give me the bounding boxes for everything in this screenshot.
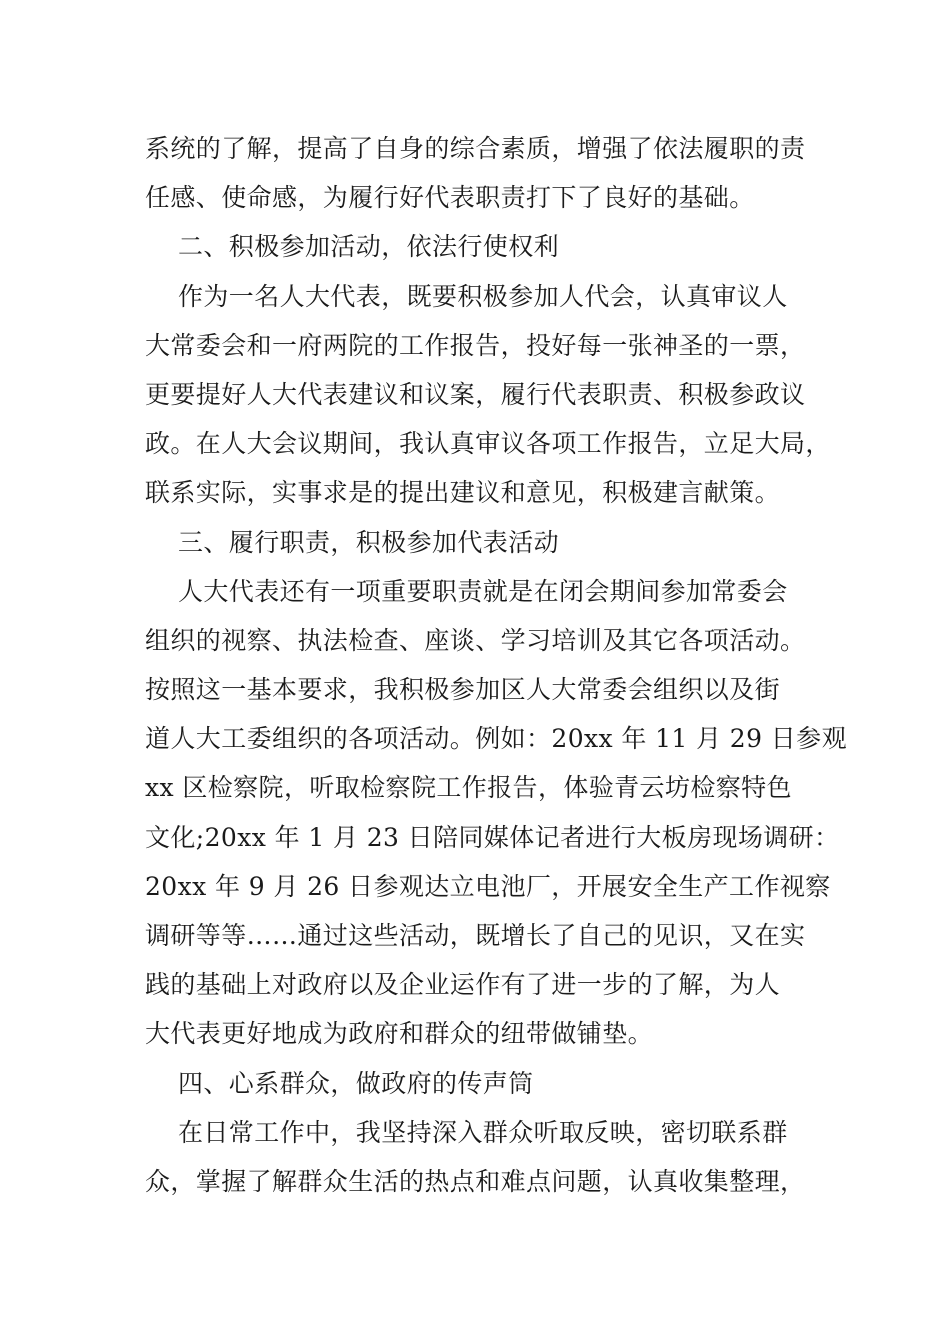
- text-line: 按照这一基本要求，我积极参加区人大常委会组织以及街: [145, 675, 781, 705]
- text-line: 政。在人大会议期间，我认真审议各项工作报告，立足大局，: [145, 429, 831, 459]
- text-line: 文化;20xx 年 1 月 23 日陪同媒体记者进行大板房现场调研：: [145, 822, 840, 852]
- text-line: 践的基础上对政府以及企业运作有了进一步的了解，为人: [145, 970, 781, 1000]
- text-line: xx 区检察院，听取检察院工作报告，体验青云坊检察特色: [145, 773, 792, 803]
- text-line: 更要提好人大代表建议和议案，履行代表职责、积极参政议: [145, 379, 806, 409]
- text-line: 系统的了解，提高了自身的综合素质，增强了依法履职的责: [145, 134, 806, 163]
- document-body: [145, 124, 847, 1206]
- text-line: 在日常工作中，我坚持深入群众听取反映，密切联系群: [178, 1117, 788, 1147]
- text-line: 调研等等……通过这些活动，既增长了自己的见识，又在实: [145, 921, 806, 950]
- text-line: 20xx 年 9 月 26 日参观达立电池厂，开展安全生产工作视察: [145, 871, 831, 901]
- section-heading: 四、心系群众，做政府的传声筒: [178, 1068, 534, 1098]
- section-heading: 二、积极参加活动，依法行使权利: [178, 232, 560, 262]
- text-line: 任感、使命感，为履行好代表职责打下了良好的基础。: [145, 183, 755, 213]
- text-line: 大常委会和一府两院的工作报告，投好每一张神圣的一票，: [145, 330, 806, 360]
- text-line: 道人大工委组织的各项活动。例如：20xx 年 11 月 29 日参观: [145, 724, 847, 754]
- text-line: 组织的视察、执法检查、座谈、学习培训及其它各项活动。: [145, 625, 806, 655]
- text-line: 联系实际，实事求是的提出建议和意见，积极建言献策。: [145, 478, 781, 508]
- text-line: 众，掌握了解群众生活的热点和难点问题，认真收集整理，: [145, 1166, 806, 1196]
- text-line: 大代表更好地成为政府和群众的纽带做铺垫。: [145, 1019, 654, 1049]
- text-line: 作为一名人大代表，既要积极参加人代会，认真审议人: [178, 281, 788, 311]
- text-line: 人大代表还有一项重要职责就是在闭会期间参加常委会: [178, 576, 788, 606]
- section-heading: 三、履行职责，积极参加代表活动: [178, 527, 560, 557]
